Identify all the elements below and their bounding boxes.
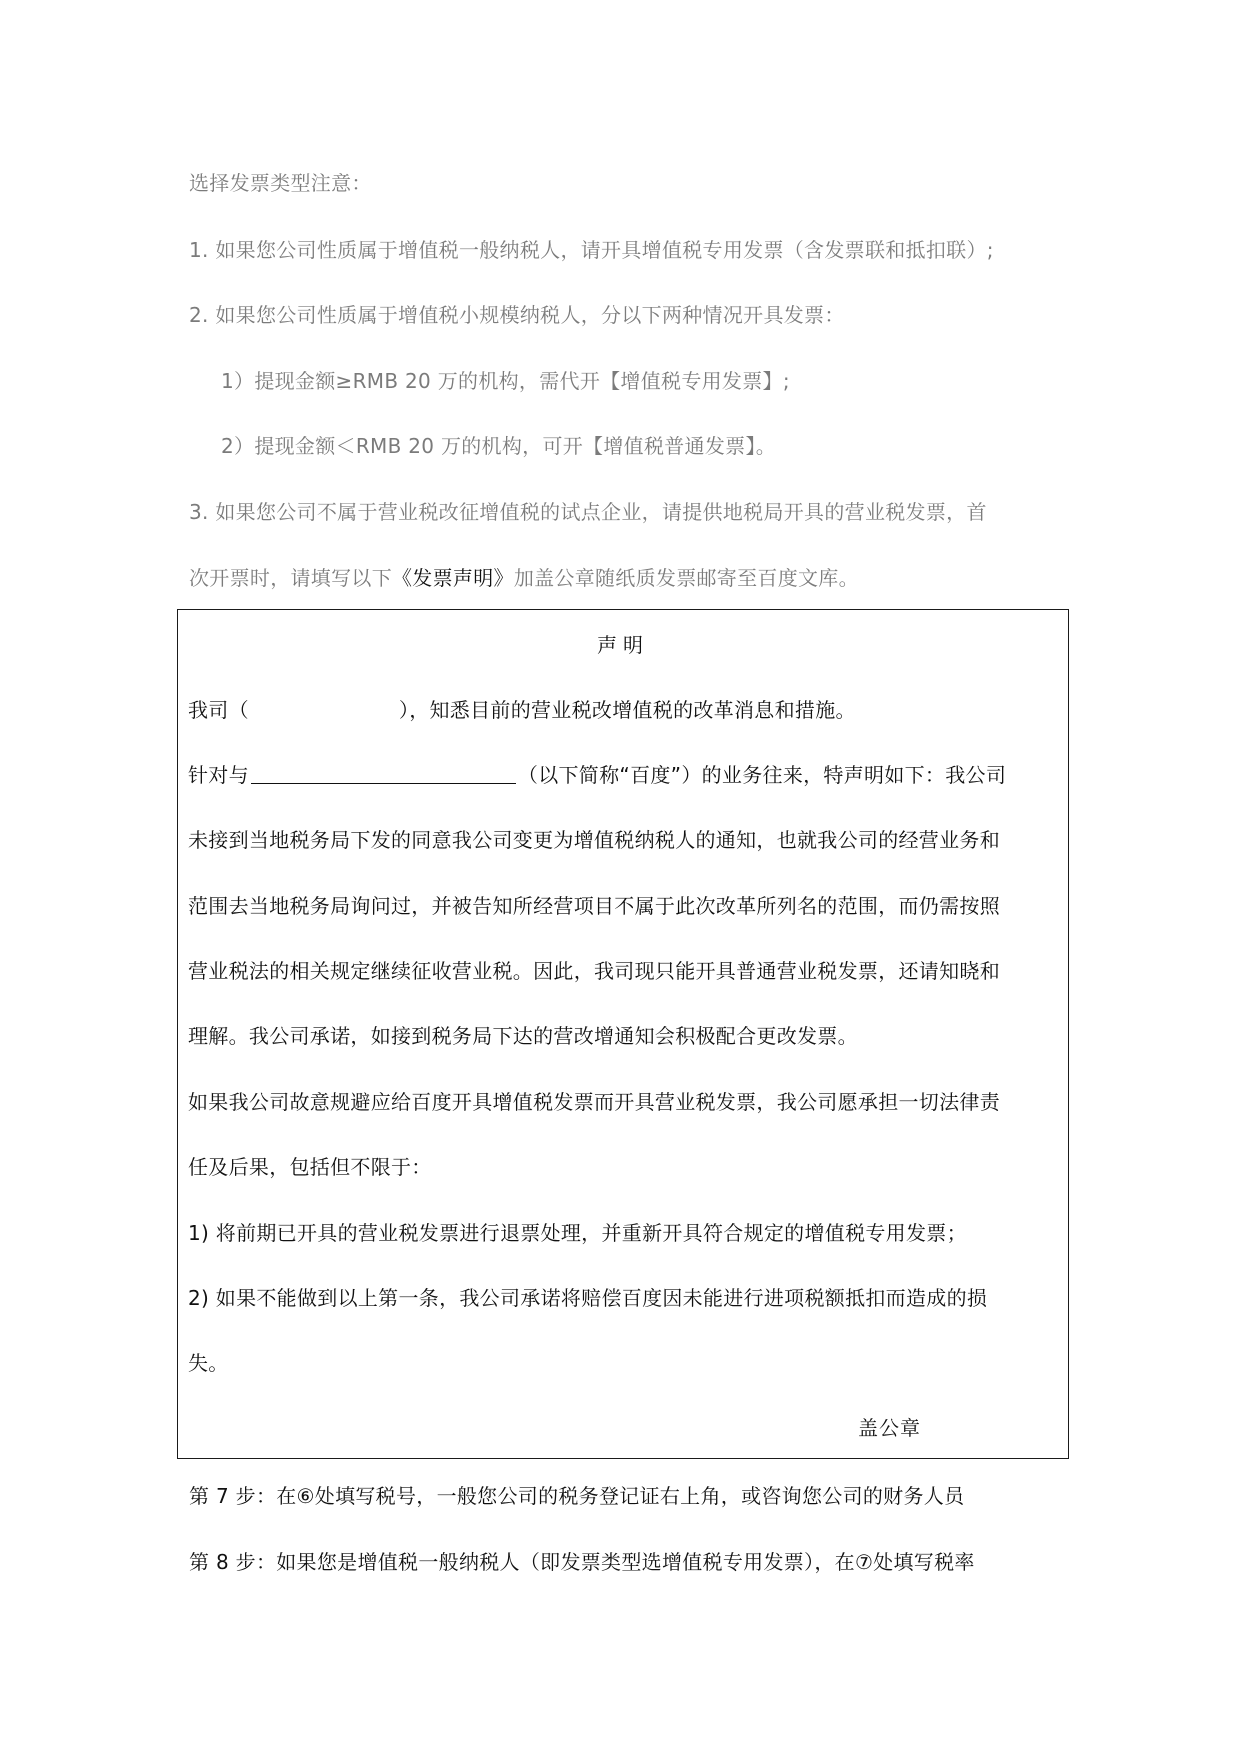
declaration-line-10: 2) 如果不能做到以上第一条，我公司承诺将赔偿百度因未能进行进项税额抵扣而造成的损 [188,1286,988,1310]
declaration-line-1-suffix: ），知悉目前的营业税改增值税的改革消息和措施。 [398,698,856,722]
notes-item-3-line-1: 3. 如果您公司不属于营业税改征增值税的试点企业，请提供地税局开具的营业税发票，首 [189,500,987,524]
declaration-line-2-suffix: （以下简称“百度”）的业务往来，特声明如下：我公司 [517,763,1007,787]
declaration-line-1 [188,696,856,724]
notes-item-2-sub-1: 1）提现金额≥RMB 20 万的机构，需代开【增值税专用发票】; [221,369,790,393]
invoice-declaration-reference: 《发票声明》 [392,566,514,590]
declaration-line-2 [188,761,1006,789]
notes-item-3-line-2-text: 次开票时，请填写以下 [189,566,392,590]
notes-item-3-line-2-tail: 加盖公章随纸质发票邮寄至百度文库。 [513,566,859,590]
step-8-text: 第 8 步：如果您是增值税一般纳税人（即发票类型选增值税专用发票），在⑦处填写税率 [189,1550,975,1574]
declaration-title: 声明 [597,633,649,657]
company-seal-label: 盖公章 [858,1416,921,1440]
declaration-line-9: 1) 将前期已开具的营业税发票进行退票处理，并重新开具符合规定的增值税专用发票； [188,1221,967,1245]
declaration-line-6: 理解。我公司承诺，如接到税务局下达的营改增通知会积极配合更改发票。 [188,1024,858,1048]
notes-heading: 选择发票类型注意： [189,171,372,195]
declaration-line-4: 范围去当地税务局询问过，并被告知所经营项目不属于此次改革所列名的范围，而仍需按照 [188,894,1000,918]
notes-item-2: 2. 如果您公司性质属于增值税小规模纳税人，分以下两种情况开具发票： [189,303,845,327]
notes-item-2-sub-2: 2）提现金额＜RMB 20 万的机构，可开【增值税普通发票】。 [221,434,777,458]
declaration-line-1-prefix: 我司（ [188,698,249,722]
declaration-line-11: 失。 [188,1351,229,1375]
declaration-line-2-prefix: 针对与 [188,763,249,787]
notes-item-3-line-2 [189,564,859,592]
notes-item-1: 1. 如果您公司性质属于增值税一般纳税人，请开具增值税专用发票（含发票联和抵扣联）; [189,238,994,262]
declaration-line-8: 任及后果，包括但不限于： [188,1155,432,1179]
declaration-line-5: 营业税法的相关规定继续征收营业税。因此，我司现只能开具普通营业税发票，还请知晓和 [188,959,1000,983]
declaration-line-3: 未接到当地税务局下发的同意我公司变更为增值税纳税人的通知，也就我公司的经营业务和 [188,828,1000,852]
declaration-line-7: 如果我公司故意规避应给百度开具增值税发票而开具营业税发票，我公司愿承担一切法律责 [188,1090,1000,1114]
counterparty-name-blank[interactable] [251,763,516,784]
step-7-text: 第 7 步：在⑥处填写税号，一般您公司的税务登记证右上角，或咨询您公司的财务人员 [189,1484,965,1508]
declaration-box [177,609,1069,1459]
